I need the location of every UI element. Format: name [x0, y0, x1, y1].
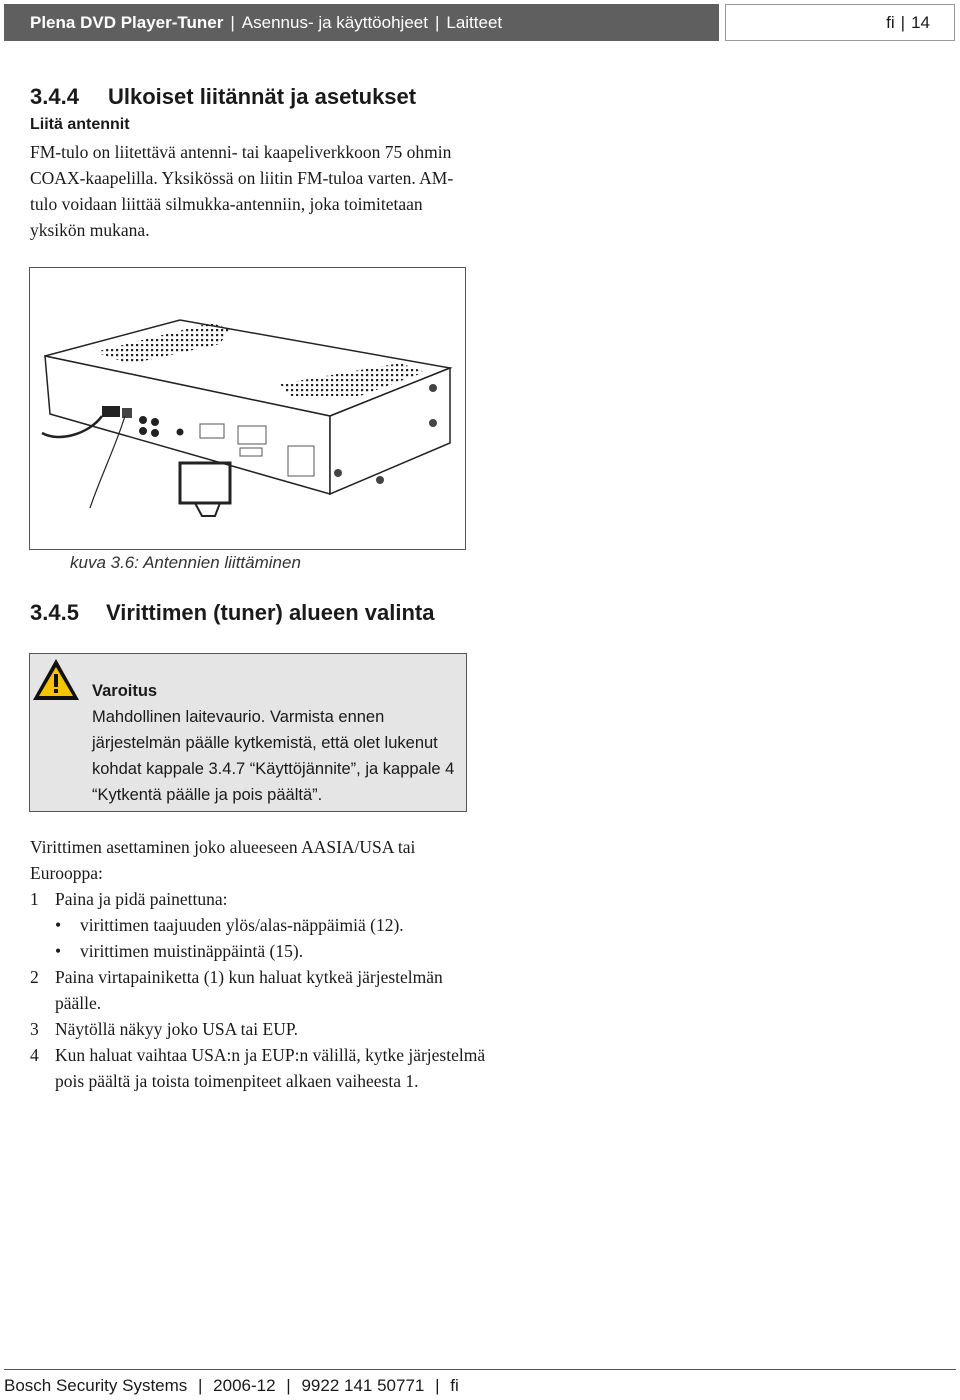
footer-separator: | — [198, 1376, 203, 1395]
footer-separator: | — [286, 1376, 291, 1395]
section-title: Ulkoiset liitännät ja asetukset — [108, 84, 417, 109]
section-heading — [30, 84, 416, 110]
step-number: 2 — [30, 967, 39, 987]
company-name: Bosch Security Systems — [4, 1376, 188, 1395]
bullet: • — [55, 915, 62, 935]
warning-triangle-icon — [30, 654, 82, 706]
section-heading — [30, 600, 434, 626]
antenna-paragraph: FM-tulo on liitettävä antenni- tai kaapeliverkkoon 75 ohmin COAX-kaapelilla. Yksikössä on liitin FM-tuloa varten. AM-tulo voidaan liittää silmukka-antenniin, joka toimitetaan yksikön mukana. — [30, 142, 454, 240]
instructions-intro: Virittimen asettaminen joko alueeseen AASIA/USA tai Eurooppa: — [30, 837, 416, 883]
footer-separator: | — [435, 1376, 440, 1395]
list-item — [30, 938, 490, 964]
step-text: Paina virtapainiketta (1) kun haluat kytkeä järjestelmän päälle. — [55, 967, 443, 1013]
step-number: 1 — [30, 889, 39, 909]
document-type: Asennus- ja käyttöohjeet — [241, 12, 428, 32]
bullet-text: virittimen taajuuden ylös/alas-näppäimiä (12). — [80, 915, 404, 935]
instructions-list — [30, 886, 490, 1094]
step-number: 3 — [30, 1019, 39, 1039]
subheading: Liitä antennit — [30, 116, 130, 133]
bullet: • — [55, 941, 62, 961]
section-number: 3.4.5 — [30, 600, 79, 625]
language-code: fi — [886, 12, 895, 32]
document-number: 9922 141 50771 — [301, 1376, 425, 1395]
header-bar — [4, 4, 719, 41]
page-number: 14 — [911, 12, 930, 32]
chapter-name: Laitteet — [446, 12, 503, 32]
list-item — [30, 964, 490, 1016]
list-item — [30, 886, 490, 912]
footer-divider — [4, 1369, 956, 1370]
publication-date: 2006-12 — [213, 1376, 276, 1395]
figure-caption: kuva 3.6: Antennien liittäminen — [70, 553, 301, 572]
document-title: Plena DVD Player-Tuner — [30, 12, 224, 32]
footer — [4, 1376, 459, 1396]
footer-language: fi — [450, 1376, 459, 1395]
header-separator: | — [434, 12, 440, 32]
step-text: Kun haluat vaihtaa USA:n ja EUP:n välillä, kytke järjestelmä pois päältä ja toista toimenpiteet alkaen vaiheesta 1. — [55, 1045, 486, 1091]
warning-box — [29, 653, 467, 812]
section-number: 3.4.4 — [30, 84, 79, 109]
warning-text: Mahdollinen laitevaurio. Varmista ennen järjestelmän päälle kytkemistä, että olet lukenut kohdat kappale 3.4.7 “Käyttöjännite”, ja kappale 4 “Kytkentä päälle ja pois päältä”. — [92, 708, 455, 804]
page-indicator — [725, 4, 955, 41]
list-item — [30, 912, 490, 938]
antenna-figure — [29, 267, 466, 550]
list-item — [30, 1042, 490, 1094]
bullet-text: virittimen muistinäppäintä (15). — [80, 941, 304, 961]
step-number: 4 — [30, 1045, 39, 1065]
list-item — [30, 1016, 490, 1042]
device-rear-illustration — [30, 268, 464, 548]
step-text: Paina ja pidä painettuna: — [55, 889, 228, 909]
header-separator: | — [230, 12, 235, 32]
section-title: Virittimen (tuner) alueen valinta — [106, 600, 435, 625]
step-text: Näytöllä näkyy joko USA tai EUP. — [55, 1019, 299, 1039]
page-separator: | — [900, 12, 906, 32]
warning-title: Varoitus — [92, 682, 158, 700]
